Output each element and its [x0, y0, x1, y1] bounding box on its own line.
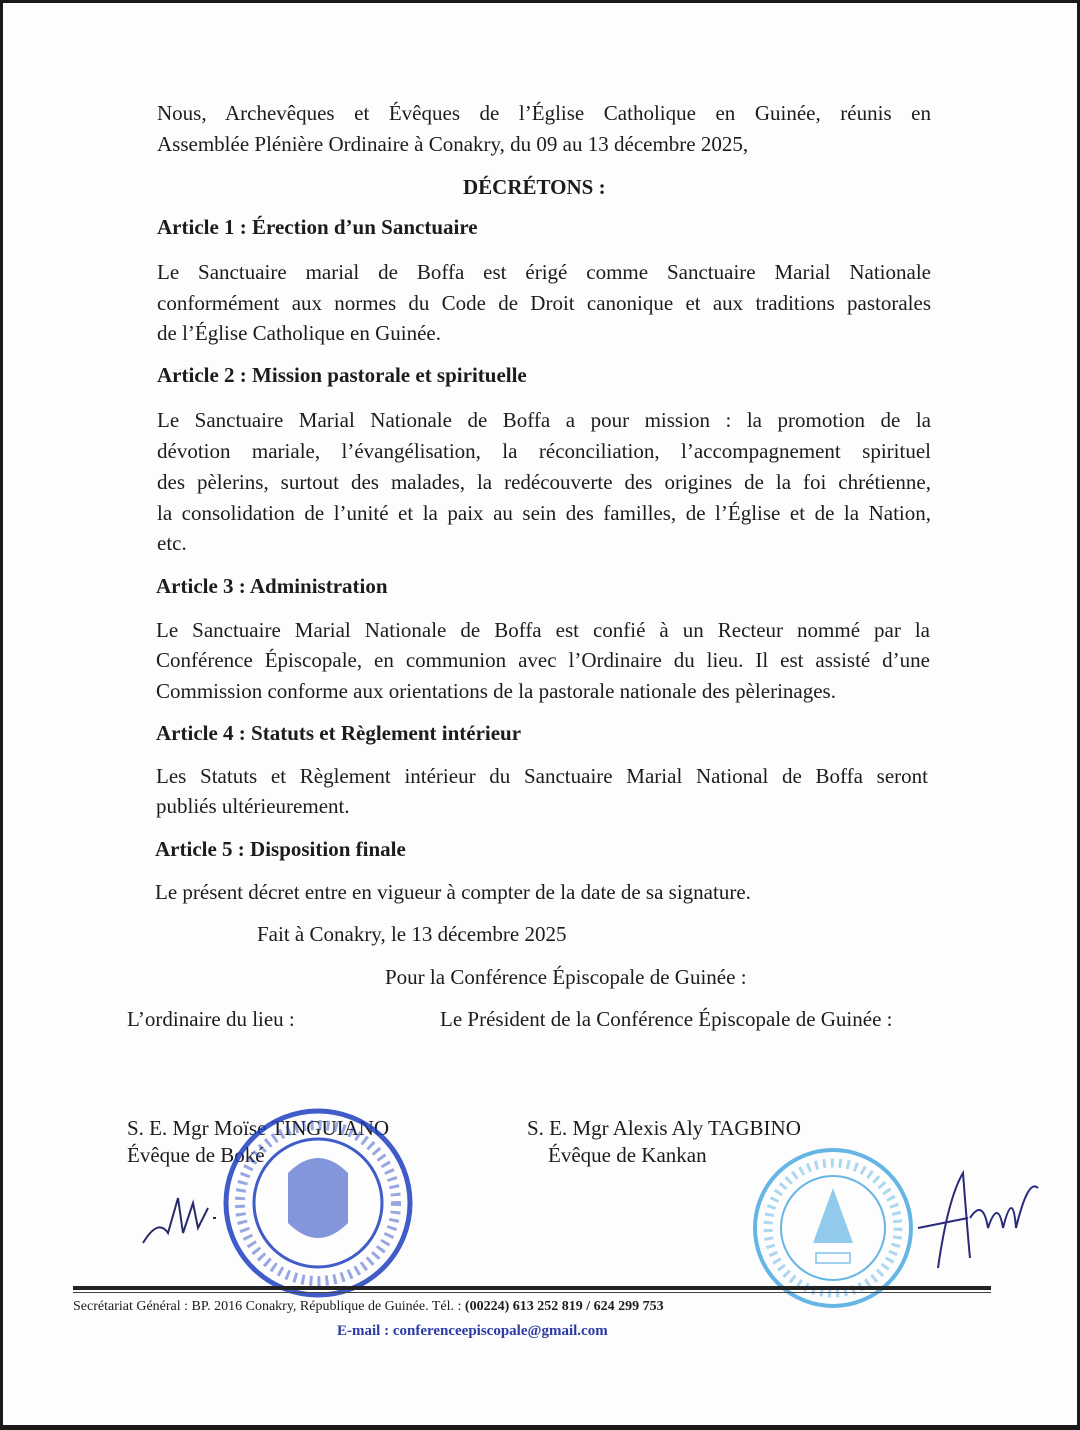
place-date: Fait à Conakry, le 13 décembre 2025 — [257, 922, 567, 946]
article-line: conformément aux normes du Code de Droit canonique et aux traditions pastorales — [157, 291, 931, 315]
article-line: etc. — [157, 531, 187, 555]
intro-line: Assemblée Plénière Ordinaire à Conakry, du 09 au 13 décembre 2025, — [157, 132, 749, 156]
footer-address-text: Secrétariat Général : BP. 2016 Conakry, République de Guinée. Tél. : — [73, 1299, 465, 1314]
article-line: dévotion mariale, l’évangélisation, la réconciliation, l’accompagnement spirituel — [157, 439, 931, 463]
document-page — [3, 3, 1077, 1425]
for-conference: Pour la Conférence Épiscopale de Guinée : — [385, 965, 747, 989]
article-line: Le Sanctuaire Marial Nationale de Boffa a pour mission : la promotion de la — [157, 408, 931, 432]
article-line: la consolidation de l’unité et la paix au sein des familles, de l’Église et de la Nation, — [157, 501, 931, 525]
footer-email: E-mail : conferenceepiscopale@gmail.com — [337, 1323, 608, 1339]
signatory-right-name: S. E. Mgr Alexis Aly TAGBINO — [527, 1116, 801, 1140]
president-label: Le Président de la Conférence Épiscopale de Guinée : — [440, 1007, 893, 1031]
footer-rule — [73, 1286, 991, 1290]
decree-title: DÉCRÉTONS : — [463, 175, 606, 199]
signatory-left-title: Évêque de Boké — [127, 1143, 265, 1167]
ordinary-label: L’ordinaire du lieu : — [127, 1007, 295, 1031]
article-line: Commission conforme aux orientations de la pastorale nationale des pèlerinages. — [156, 679, 836, 703]
right-signature — [908, 1158, 1048, 1278]
article-line: Le présent décret entre en vigueur à compter de la date de sa signature. — [155, 880, 751, 904]
article-line: Le Sanctuaire marial de Boffa est érigé comme Sanctuaire Marial Nationale — [157, 260, 931, 284]
article-5-title: Article 5 : Disposition finale — [155, 837, 406, 861]
footer-rule-thin — [73, 1292, 991, 1293]
signatory-left-name: S. E. Mgr Moïse TINGUIANO — [127, 1116, 390, 1140]
article-line: Le Sanctuaire Marial Nationale de Boffa est confié à un Recteur nommé par la — [156, 618, 930, 642]
article-4-title: Article 4 : Statuts et Règlement intérieur — [156, 721, 522, 745]
article-line: Les Statuts et Règlement intérieur du Sanctuaire Marial National de Boffa seront — [156, 764, 928, 788]
article-line: de l’Église Catholique en Guinée. — [157, 321, 442, 345]
footer-phone: (00224) 613 252 819 / 624 299 753 — [464, 1299, 664, 1314]
article-1-title: Article 1 : Érection d’un Sanctuaire — [157, 215, 478, 239]
bishop-stamp — [218, 1103, 418, 1303]
article-line: Conférence Épiscopale, en communion avec l’Ordinaire du lieu. Il est assisté d’une — [156, 648, 930, 672]
article-line: publiés ultérieurement. — [156, 794, 350, 818]
signatory-right-title: Évêque de Kankan — [548, 1143, 707, 1167]
left-signature — [138, 1188, 228, 1258]
footer-address — [73, 1299, 664, 1315]
article-2-title: Article 2 : Mission pastorale et spirituelle — [157, 363, 527, 387]
intro-line: Nous, Archevêques et Évêques de l’Église Catholique en Guinée, réunis en — [157, 101, 931, 125]
article-line: des pèlerins, surtout des malades, la redécouverte des origines de la foi chrétienne, — [157, 470, 931, 494]
article-3-title: Article 3 : Administration — [156, 574, 388, 598]
